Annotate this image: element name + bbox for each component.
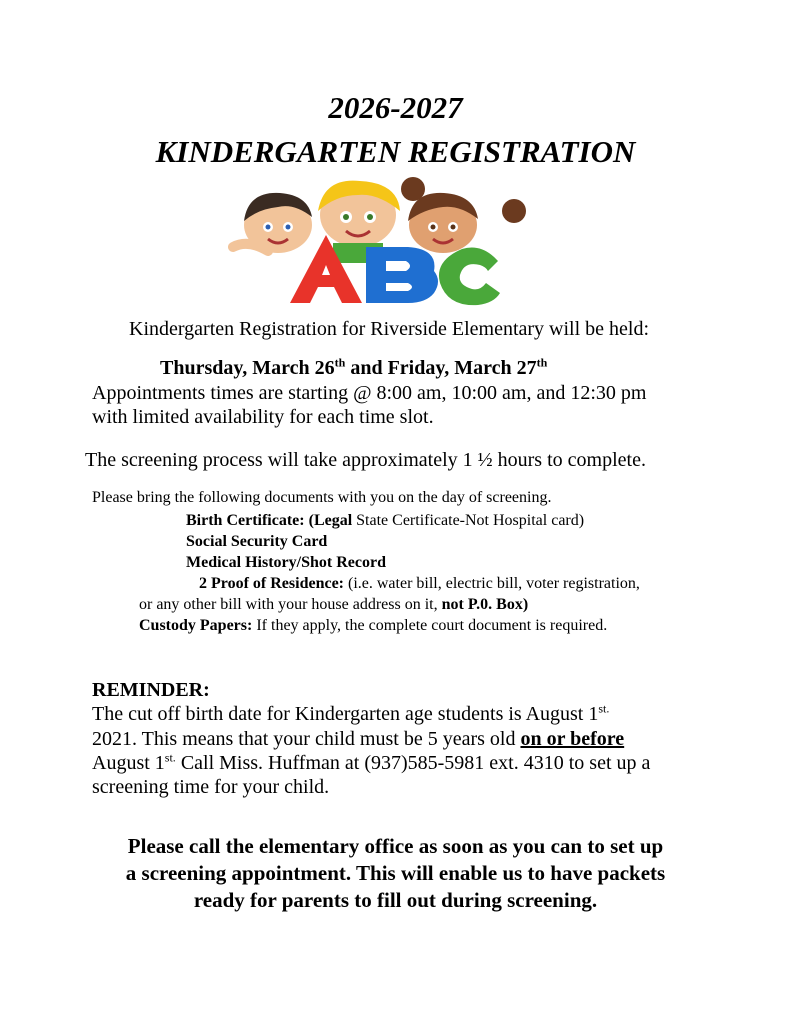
doc-birth-certificate: Birth Certificate: (Legal State Certificate-Not Hospital card): [186, 512, 585, 529]
date-friday: and Friday, March 27: [345, 357, 537, 379]
closing-line-2: a screening appointment. This will enable us to have packets: [125, 861, 666, 885]
doc-proof-residence-cont: or any other bill with your house address on it, not P.0. Box): [139, 596, 529, 613]
doc-proof-residence: 2 Proof of Residence: (i.e. water bill, electric bill, voter registration,: [199, 575, 640, 592]
documents-intro: Please bring the following documents with you on the day of screening.: [92, 489, 552, 506]
appointment-times: Appointments times are starting @ 8:00 am, 10:00 am, and 12:30 pm: [92, 382, 647, 404]
intro-text: Kindergarten Registration for Riverside Elementary will be held:: [129, 318, 650, 340]
closing-line-1: Please call the elementary office as soon as you can to set up: [127, 834, 664, 858]
registration-dates: Thursday, March 26th and Friday, March 27th: [160, 355, 548, 379]
doc-custody-papers: Custody Papers: If they apply, the complete court document is required.: [139, 617, 608, 634]
doc-social-security: Social Security Card: [186, 533, 328, 550]
doc-medical-history: Medical History/Shot Record: [186, 554, 386, 571]
reminder-line-3: August $1^{st.}$ Call Miss. Huffman at (937)585-5981 ext. 4310 to set up a: [92, 750, 651, 774]
appointment-availability: with limited availability for each time slot.: [92, 406, 434, 428]
child-left-icon: [233, 193, 312, 253]
title-year: 2026-2027: [328, 90, 463, 125]
screening-duration: The screening process will take approximately 1 ½ hours to complete.: [85, 449, 646, 471]
reminder-line-4: screening time for your child.: [92, 776, 330, 798]
reminder-line-1: The cut off birth date for Kindergarten age students is August $1^{st.}$: [92, 701, 610, 725]
reminder-heading: REMINDER:: [92, 679, 210, 701]
title-heading: KINDERGARTEN REGISTRATION: [155, 134, 636, 169]
reminder-line-2: 2021. This means that your child must be 5 years old on or before: [92, 728, 625, 750]
date-thursday: Thursday, March 26: [160, 357, 335, 379]
letters-abc-icon: [290, 235, 500, 305]
closing-line-3: ready for parents to fill out during screening.: [193, 888, 598, 912]
child-right-icon: [401, 177, 526, 253]
abc-kids-illustration: [228, 177, 533, 307]
